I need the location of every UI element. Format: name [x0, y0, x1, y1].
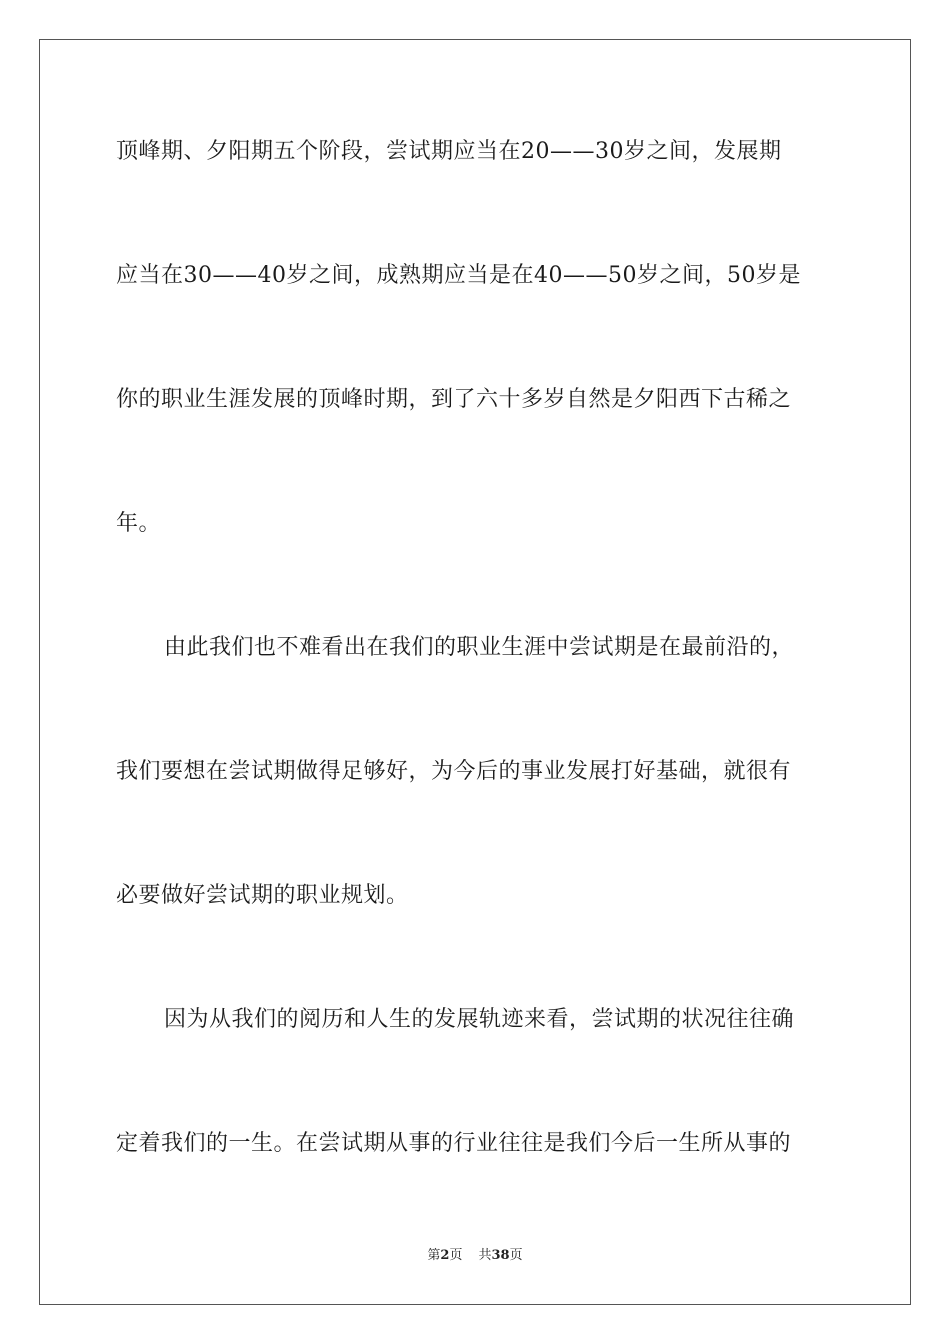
- paragraph-line-8: 因为从我们的阅历和人生的发展轨迹来看，尝试期的状况往往确: [164, 1007, 795, 1032]
- page-footer: [0, 1247, 950, 1265]
- page-number: 2: [440, 1248, 450, 1263]
- total-suffix: 页: [509, 1248, 523, 1263]
- paragraph-line-3: 你的职业生涯发展的顶峰时期，到了六十多岁自然是夕阳西下古稀之: [116, 387, 792, 412]
- page-suffix: 页: [449, 1248, 463, 1263]
- paragraph-line-9: 定着我们的一生。在尝试期从事的行业往往是我们今后一生所从事的: [116, 1131, 792, 1156]
- paragraph-line-1: 顶峰期、夕阳期五个阶段，尝试期应当在20——30岁之间，发展期: [116, 139, 782, 164]
- paragraph-line-7: 必要做好尝试期的职业规划。: [116, 883, 409, 908]
- paragraph-line-2: 应当在30——40岁之间，成熟期应当是在40——50岁之间，50岁是: [116, 263, 801, 288]
- paragraph-line-6: 我们要想在尝试期做得足够好，为今后的事业发展打好基础，就很有: [116, 759, 792, 784]
- paragraph-line-4: 年。: [116, 511, 162, 536]
- page-prefix: 第: [427, 1248, 441, 1263]
- total-prefix: 共: [478, 1248, 492, 1263]
- paragraph-line-5: 由此我们也不难看出在我们的职业生涯中尝试期是在最前沿的，: [164, 635, 795, 660]
- page-frame: [39, 39, 911, 1305]
- total-pages: 38: [491, 1248, 510, 1263]
